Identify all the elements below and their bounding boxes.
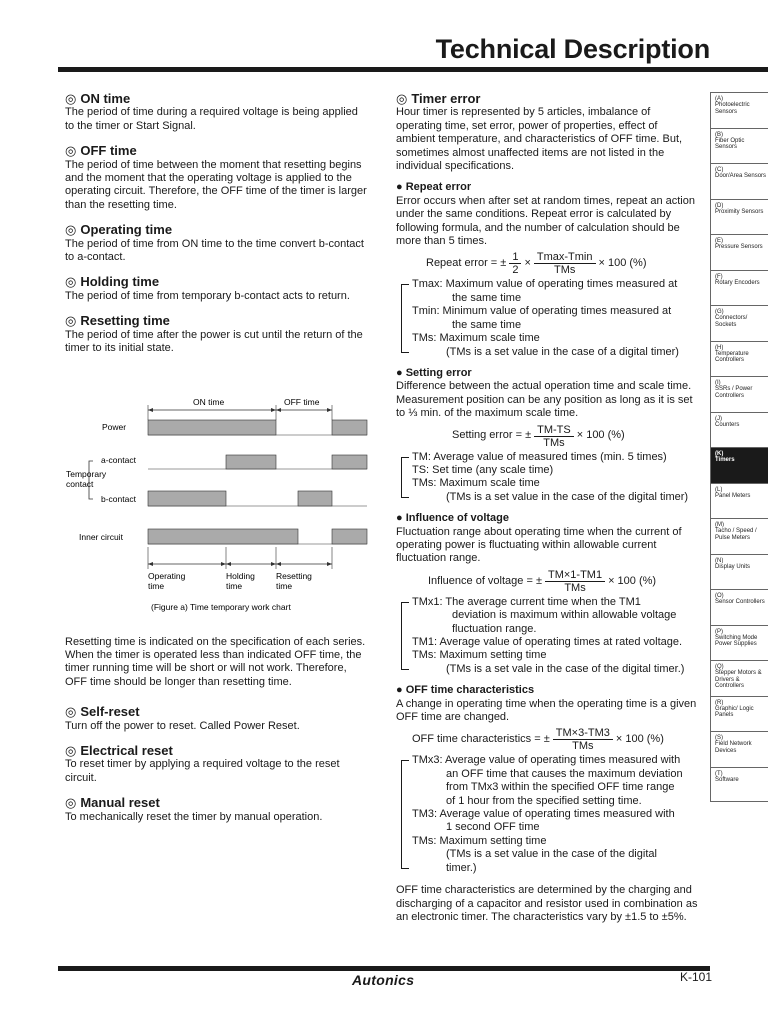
sidebar-code: (B) bbox=[715, 131, 723, 138]
legend-item: deviation is maximum within allowable voltage bbox=[452, 609, 677, 622]
sidebar-item-connectors[interactable] bbox=[710, 305, 768, 341]
arrow-head bbox=[148, 562, 153, 566]
sidebar-label: SSRs / Power Controllers bbox=[715, 386, 753, 399]
sidebar-item-proximity[interactable] bbox=[710, 199, 768, 235]
fraction-numerator: Tmax-Tmin bbox=[534, 251, 596, 264]
a-contact-pulse bbox=[332, 455, 367, 469]
repeat-error-legend bbox=[396, 278, 698, 358]
fraction-numerator: TM-TS bbox=[534, 424, 574, 437]
setting-error-heading: ● Setting error bbox=[396, 366, 472, 379]
sidebar-item-graphic-panels[interactable] bbox=[710, 696, 768, 732]
sidebar-code: (N) bbox=[715, 557, 724, 564]
sidebar-item-software[interactable] bbox=[710, 767, 768, 803]
electrical-reset-text: To reset timer by applying a required voltage to the reset circuit. bbox=[65, 758, 340, 784]
bracket bbox=[401, 602, 409, 670]
sidebar-item-temperature[interactable] bbox=[710, 341, 768, 377]
timer-error-text: Hour timer is represented by 5 articles, imbalance of operating time, set error, power of properties, effect of ambient temperature, and characteristics of OFF time. But, sometimes almost unaffected items are not listed in the individual specifications. bbox=[396, 106, 683, 173]
heading-self-reset: ◎ Self-reset bbox=[65, 704, 140, 720]
sidebar-item-stepper-motors[interactable] bbox=[710, 660, 768, 696]
double-circle-icon: ◎ bbox=[65, 742, 77, 758]
sidebar-code: (J) bbox=[715, 415, 722, 422]
heading-holding-time: ◎ Holding time bbox=[65, 274, 160, 290]
legend-item: (TMs is a set value in the case of a digital timer) bbox=[446, 345, 679, 358]
right-column bbox=[396, 92, 698, 924]
double-circle-icon: ◎ bbox=[65, 313, 77, 329]
sidebar-item-power-supplies[interactable] bbox=[710, 625, 768, 661]
legend-item: (TMs is a set value in the case of the digital bbox=[446, 848, 657, 861]
on-time-label: ON time bbox=[193, 397, 225, 407]
fraction-numerator: 1 bbox=[509, 251, 521, 264]
legend-item: TMs: Maximum setting time bbox=[412, 649, 547, 662]
formula-rhs: × 100 (%) bbox=[598, 257, 647, 270]
arrow-head bbox=[271, 562, 276, 566]
holding-time-label: Holding bbox=[226, 571, 255, 581]
fraction-numerator: TM×3-TM3 bbox=[553, 727, 613, 740]
fraction-denominator: TMs bbox=[564, 581, 586, 594]
heading-operating-time: ◎ Operating time bbox=[65, 222, 173, 238]
fraction bbox=[509, 251, 521, 276]
b-contact-pulse bbox=[298, 491, 332, 506]
sidebar-code: (C) bbox=[715, 167, 724, 173]
setting-error-text-2: Measurement position can be any position as long as it is set to ⅓ min. of the maximum scale time. bbox=[396, 393, 693, 420]
arrow-head bbox=[226, 562, 231, 566]
setting-error-text: Difference between the actual operation time and scale time. bbox=[396, 380, 692, 393]
arrow-head bbox=[327, 562, 332, 566]
off-time-char-legend bbox=[396, 754, 698, 875]
legend-item: TMs: Maximum scale time bbox=[412, 332, 540, 345]
legend-item: Tmax: Maximum value of operating times measured at bbox=[412, 278, 678, 291]
sidebar-item-sensor-controllers[interactable] bbox=[710, 589, 768, 625]
sidebar-code: (Q) bbox=[715, 664, 724, 670]
sidebar-item-timers[interactable] bbox=[710, 447, 768, 483]
legend-item: TMs: Maximum scale time bbox=[412, 477, 540, 490]
influence-voltage-legend bbox=[396, 596, 698, 676]
formula-lhs: OFF time characteristics = ± bbox=[412, 733, 550, 746]
legend-item: 1 second OFF time bbox=[446, 821, 540, 834]
legend-item: TMs: Maximum setting time bbox=[412, 834, 547, 847]
top-rule bbox=[58, 67, 768, 72]
legend-item: the same time bbox=[452, 291, 522, 304]
heading-manual-reset: ◎ Manual reset bbox=[65, 795, 160, 811]
sidebar-code: (F) bbox=[715, 273, 723, 280]
sidebar-label: Graphic/ Logic Panels bbox=[715, 705, 754, 719]
bracket bbox=[401, 284, 409, 352]
a-contact-pulse bbox=[226, 455, 276, 469]
fraction-numerator: TM×1-TM1 bbox=[545, 569, 605, 582]
arrow-head bbox=[276, 562, 281, 566]
off-time-text: The period of time between the moment that resetting begins and the moment that the operating voltage is applied to the operating circuit. Therefore, the OFF time of the timer is larger than the resetting time. bbox=[65, 158, 367, 211]
off-time-label: OFF time bbox=[284, 397, 320, 407]
setting-error-legend bbox=[396, 451, 698, 505]
double-circle-icon: ◎ bbox=[65, 704, 77, 720]
arrow-head bbox=[276, 408, 281, 412]
sidebar-label: Tacho / Speed / Pulse Meters bbox=[715, 528, 757, 541]
arrow-head bbox=[327, 408, 332, 412]
sidebar-code: (R) bbox=[715, 699, 724, 706]
sidebar-label: Software bbox=[715, 776, 739, 783]
on-time-text: The period of time during a required voltage is being applied to the timer or Start Signal. bbox=[65, 106, 358, 132]
fraction bbox=[553, 727, 613, 752]
bracket bbox=[401, 760, 409, 869]
sidebar-code: (A) bbox=[715, 96, 723, 102]
arrow-head bbox=[148, 408, 153, 412]
legend-item: (TMs is a set vale in the case of the digital timer.) bbox=[446, 662, 685, 675]
legend-item: TMx1: The average current time when the TM1 bbox=[412, 595, 641, 608]
legend-item: Tmin: Minimum value of operating times measured at bbox=[412, 305, 672, 318]
sidebar-code: (L) bbox=[715, 486, 723, 493]
heading-electrical-reset: ◎ Electrical reset bbox=[65, 742, 173, 758]
inner-circuit-pulse bbox=[332, 529, 367, 544]
sidebar-label: Door/Area Sensors bbox=[715, 173, 767, 180]
repeat-error-heading: ● Repeat error bbox=[396, 181, 472, 194]
inner-circuit-pulse bbox=[148, 529, 298, 544]
time-chart bbox=[65, 395, 385, 625]
sidebar-label: Panel Meters bbox=[715, 492, 751, 499]
sidebar-item-tacho[interactable] bbox=[710, 518, 768, 554]
double-circle-icon: ◎ bbox=[65, 222, 77, 238]
legend-item: TM1: Average value of operating times at rated voltage. bbox=[412, 636, 683, 648]
fraction-denominator: TMs bbox=[572, 740, 594, 753]
holding-time-text: The period of time from temporary b-contact acts to return. bbox=[65, 289, 350, 302]
sidebar-item-field-network[interactable] bbox=[710, 731, 768, 767]
repeat-error-formula bbox=[396, 251, 698, 276]
operating-time-label-2: time bbox=[148, 581, 165, 591]
inner-circuit-label: Inner circuit bbox=[79, 532, 123, 542]
double-circle-icon: ◎ bbox=[65, 274, 77, 290]
sidebar-code: (D) bbox=[715, 202, 724, 209]
fraction-denominator: TMs bbox=[554, 264, 576, 277]
sidebar-label: Proximity Sensors bbox=[715, 208, 764, 215]
legend-item: the same time bbox=[452, 318, 522, 331]
repeat-error-text: Error occurs when after set at random times, repeat an action under the same conditions. Repeat error is calculated by following formula, and the number of calculation should be more than 5 times. bbox=[396, 194, 695, 248]
bottom-rule bbox=[58, 966, 710, 971]
sidebar-code: (E) bbox=[715, 238, 723, 244]
fraction bbox=[534, 424, 574, 449]
fraction-denominator: TMs bbox=[543, 436, 565, 449]
page-number: K-101 bbox=[680, 970, 713, 984]
sidebar-code: (S) bbox=[715, 735, 723, 741]
sidebar-code: (O) bbox=[715, 593, 724, 599]
legend-item: TS: Set time (any scale time) bbox=[412, 463, 554, 476]
sidebar-label: Sensor Controllers bbox=[715, 599, 765, 606]
resetting-time-label: Resetting bbox=[276, 571, 312, 581]
holding-time-label-2: time bbox=[226, 581, 243, 591]
off-time-char-text: A change in operating time when the operating time is a given OFF time are changed. bbox=[396, 697, 697, 724]
sidebar-label: Timers bbox=[715, 457, 735, 464]
sidebar-code: (P) bbox=[715, 628, 723, 635]
legend-item: of 1 hour from the specified setting time. bbox=[446, 794, 642, 807]
heading-resetting-time: ◎ Resetting time bbox=[65, 313, 170, 329]
influence-voltage-text: Fluctuation range about operating time when the current of operating power is fluctuating within allowable current fluctuation range. bbox=[396, 525, 682, 565]
sidebar-label: Fiber Optic Sensors bbox=[715, 137, 745, 151]
sidebar-code: (M) bbox=[715, 522, 724, 528]
resetting-time-label-2: time bbox=[276, 581, 293, 591]
formula-rhs: × 100 (%) bbox=[576, 429, 625, 442]
off-time-char-closing: OFF time characteristics are determined by the charging and discharging of a capacitor and resistor used in combination as an electronic timer. The characteristics vary by ±1.5 to ±5%. bbox=[396, 884, 698, 923]
setting-error-formula bbox=[396, 424, 698, 449]
page-title: Technical Description bbox=[435, 34, 710, 64]
heading-timer-error: ◎ Timer error bbox=[396, 91, 481, 106]
formula-rhs: × 100 (%) bbox=[615, 733, 664, 746]
formula-rhs: × 100 (%) bbox=[608, 574, 657, 587]
double-circle-icon: ◎ bbox=[396, 91, 408, 106]
chart-caption: (Figure a) Time temporary work chart bbox=[151, 602, 291, 612]
heading-off-time: ◎ OFF time bbox=[65, 143, 137, 159]
sidebar-label: Temperature Controllers bbox=[715, 350, 749, 364]
formula-lhs: Setting error = ± bbox=[452, 429, 532, 442]
sidebar-code: (G) bbox=[715, 309, 724, 315]
times-sign: × bbox=[524, 257, 531, 270]
formula-lhs: Repeat error = ± bbox=[426, 257, 507, 270]
fraction bbox=[545, 569, 605, 594]
sidebar-label: Connectors/ Sockets bbox=[715, 315, 748, 328]
power-label: Power bbox=[102, 422, 127, 432]
sidebar-item-rotary-encoders[interactable] bbox=[710, 270, 768, 306]
contact-label: contact bbox=[66, 479, 94, 489]
fraction-denominator: 2 bbox=[512, 264, 519, 277]
sidebar-item-panel-meters[interactable] bbox=[710, 483, 768, 519]
sidebar-item-pressure[interactable] bbox=[710, 234, 768, 270]
operating-time-label: Operating bbox=[148, 571, 186, 581]
sidebar-item-counters[interactable] bbox=[710, 412, 768, 448]
a-contact-label: a-contact bbox=[101, 455, 136, 465]
formula-lhs: Influence of voltage = ± bbox=[428, 574, 542, 587]
brand-logo: Autonics bbox=[352, 972, 415, 988]
sidebar-item-fiber-optic[interactable] bbox=[710, 128, 768, 164]
arrow-head bbox=[271, 408, 276, 412]
double-circle-icon: ◎ bbox=[65, 143, 77, 159]
power-on-pulse bbox=[148, 420, 276, 435]
resetting-note: Resetting time is indicated on the specification of each series. When the timer is operated less than indicated OFF time, the timer running time will be short or will not work. Therefore, OFF time should be longer than resetting time. bbox=[65, 635, 366, 688]
double-circle-icon: ◎ bbox=[65, 91, 77, 106]
sidebar-label: Photoelectric Sensors bbox=[715, 102, 750, 115]
temporary-label: Temporary bbox=[66, 469, 107, 479]
sidebar-code: (T) bbox=[715, 770, 723, 777]
arrow-head bbox=[221, 562, 226, 566]
legend-item: TM3: Average value of operating times measured with bbox=[412, 808, 675, 821]
heading-on-time: ◎ ON time bbox=[65, 91, 131, 106]
double-circle-icon: ◎ bbox=[65, 795, 77, 811]
fraction bbox=[534, 251, 596, 276]
self-reset-text: Turn off the power to reset. Called Power Reset. bbox=[65, 719, 300, 732]
power-on-pulse bbox=[332, 420, 367, 435]
sidebar-label: Rotary Encoders bbox=[715, 279, 760, 286]
off-time-char-formula bbox=[396, 727, 698, 752]
legend-item: an OFF time that causes the maximum deviation bbox=[446, 767, 683, 780]
category-sidebar bbox=[710, 92, 768, 802]
sidebar-item-door-area[interactable] bbox=[710, 163, 768, 199]
b-contact-pulse bbox=[148, 491, 226, 506]
off-time-char-heading: ● OFF time characteristics bbox=[396, 684, 535, 697]
bracket bbox=[401, 457, 409, 499]
sidebar-label: Field Network Devices bbox=[715, 741, 752, 754]
sidebar-code: (K) bbox=[715, 451, 724, 457]
sidebar-item-display-units[interactable] bbox=[710, 554, 768, 590]
legend-item: TM: Average value of measured times (min. 5 times) bbox=[412, 450, 667, 463]
legend-item: TMx3: Average value of operating times measured with bbox=[412, 754, 681, 767]
sidebar-label: Display Units bbox=[715, 563, 751, 570]
sidebar-label: Counters bbox=[715, 421, 740, 428]
sidebar-code: (H) bbox=[715, 344, 724, 351]
resetting-time-text: The period of time after the power is cut until the return of the timer to its initial state. bbox=[65, 328, 363, 355]
legend-item: fluctuation range. bbox=[452, 622, 537, 635]
sidebar-item-ssrs[interactable] bbox=[710, 376, 768, 412]
influence-voltage-formula bbox=[396, 569, 698, 594]
sidebar-label: Switching Mode Power Supplies bbox=[715, 634, 758, 648]
sidebar-label: Pressure Sensors bbox=[715, 244, 763, 251]
legend-item: timer.) bbox=[446, 861, 477, 874]
sidebar-code: (I) bbox=[715, 380, 721, 386]
sidebar-item-photoelectric[interactable] bbox=[710, 92, 768, 128]
manual-reset-text: To mechanically reset the timer by manual operation. bbox=[65, 810, 323, 823]
sidebar-label: Stepper Motors & Drivers & Controllers bbox=[715, 670, 762, 690]
operating-time-text: The period of time from ON time to the time convert b-contact to a-contact. bbox=[65, 237, 364, 264]
legend-item: from TMx3 within the specified OFF time range bbox=[446, 781, 675, 794]
b-contact-label: b-contact bbox=[101, 494, 136, 504]
influence-voltage-heading: ● Influence of voltage bbox=[396, 512, 509, 525]
legend-item: (TMs is a set value in the case of the digital timer) bbox=[446, 490, 689, 503]
